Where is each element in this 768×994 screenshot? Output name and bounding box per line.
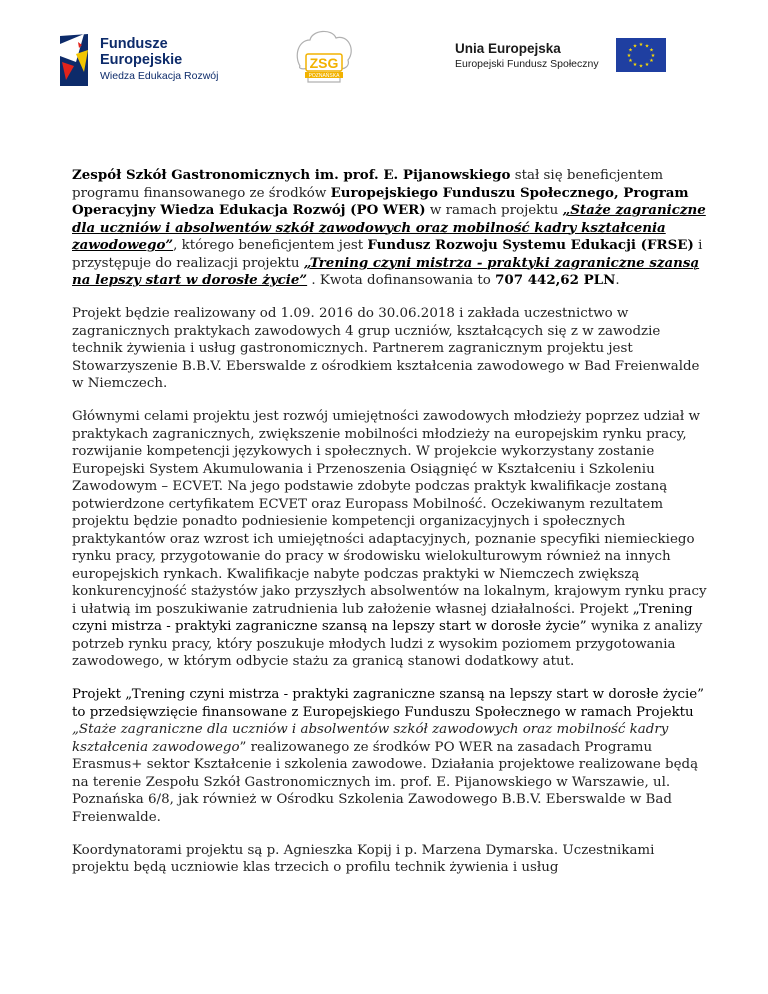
text-span: . Kwota dofinansowania to (307, 273, 496, 288)
paragraph-goals (72, 408, 712, 671)
project-title-italic: „Staże zagraniczne dla uczniów i absolwentów szkół zawodowych oraz mobilność kadry kształcenia zawodowego (72, 722, 669, 755)
text-span: Projekt „Trening czyni mistrza - praktyki zagraniczne szansą na lepszy start w dorosłe życie” to przedsięwzięcie finansowane z Europejskiego Funduszu Społecznego w ramach Projektu (72, 687, 704, 720)
fundusze-europejskie-logo (58, 30, 248, 94)
ue-logo-line2: Europejski Fundusz Społeczny (455, 58, 599, 70)
funding-amount: 707 442,62 PLN (495, 272, 616, 288)
text-span: w ramach projektu (425, 203, 563, 218)
svg-text:★: ★ (649, 58, 654, 64)
text-span: ” realizowanego ze środków PO WER na zasadach Programu Erasmus+ sektor Kształcenie i szkolenia zawodowe. Działania projektowe realizowane będą na terenie Zespołu Szkół Gastronomicznych im. prof. E. Pijanowskiego w Warszawie, ul. Poznańska 6/8, jak również w Ośrodku Szkolenia Zawodowego B.B.V. Eberswalde w Bad Freienwalde. (72, 739, 699, 825)
svg-text:★: ★ (649, 47, 654, 54)
text-span: , którego beneficjentem jest (173, 238, 368, 253)
project-title-trening: „Trening czyni mistrza - praktyki zagraniczne szansą na lepszy start w dorosłe życie” (72, 254, 700, 288)
program-name: Europejskiego Funduszu Społecznego, Program Operacyjny Wiedza Edukacja Rozwój (PO WER) (72, 184, 689, 218)
fe-logo-line1: Fundusze (100, 36, 168, 52)
svg-text:★: ★ (626, 52, 632, 59)
fundusze-europejskie-emblem-icon (58, 32, 92, 88)
eu-flag-icon (616, 38, 666, 72)
paragraph-coordinators: Koordynatorami projektu są p. Agnieszka Kopij i p. Marzena Dymarska. Uczestnikami projektu będą uczniowie klas trzecich o profilu technik żywienia i usług (72, 842, 655, 875)
fe-logo-line3: Wiedza Edukacja Rozwój (100, 70, 219, 82)
paragraph-schedule: Projekt będzie realizowany od 1.09. 2016 do 30.06.2018 i zakłada uczestnictwo w zagranicznych praktykach zawodowych 4 grup uczniów, kształcących się z w zawodzie technik żywienia i usług gastronomicznych. Partnerem zagranicznym projektu jest Stowarzyszenie B.B.V. Eberswalde z ośrodkiem kształcenia zawodowego w Bad Freienwalde w Niemczech. (72, 306, 700, 391)
text-span: Głównymi celami projektu jest rozwój umiejętności zawodowych młodzieży poprzez udział w praktykach zagranicznych, zwiększenie mobilności młodzieży na europejskim rynku pracy, rozwijanie kompetencji językowych i społecznych. W projekcie wykorzystany zostanie Europejski System Akumulowania i Przenoszenia Osiągnięć w Kształceniu i Szkoleniu Zawodowym – ECVET. Na jego podstawie zdobyte podczas praktyk kwalifikacje zostaną potwierdzone certyfikatem ECVET oraz Europass Mobilność. Oczekiwanym rezultatem projektu będzie ponadto podniesienie kompetencji organizacyjnych i społecznych praktykantów oraz wzrost ich umiejętności adaptacyjnych, poznanie specyfiki niemieckiego rynku pracy, przygotowanie do pracy w środowisku wielokulturowym również na innych europejskich rynkach. Kwalifikacje nabyte podczas praktyki w Niemczech zwiększą konkurencyjność stażystów jako przyszłych absolwentów na lokalnym, krajowym rynku pracy i ułatwią im poszukiwanie zatrudnienia lub założenie własnej działalności. Projekt (72, 409, 707, 617)
svg-text:★: ★ (638, 42, 644, 48)
unia-europejska-label (455, 40, 599, 72)
school-name: Zespół Szkół Gastronomicznych im. prof. E. Pijanowskiego (72, 167, 511, 183)
text-span: stał się beneficjentem programu finansowanego ze środków (72, 168, 664, 201)
text-span: . (615, 273, 620, 288)
svg-text:★: ★ (628, 58, 633, 64)
svg-text:★: ★ (632, 62, 638, 68)
svg-text:★: ★ (632, 43, 638, 50)
svg-text:★: ★ (644, 62, 650, 68)
paragraph-funding (72, 686, 712, 826)
svg-text:★: ★ (644, 43, 650, 50)
zsg-school-logo (292, 26, 356, 88)
ue-logo-line1: Unia Europejska (455, 41, 561, 56)
project-title-quote: „Trening czyni mistrza - praktyki zagraniczne szansą na lepszy start w dorosłe życie” (72, 601, 693, 634)
svg-text:★: ★ (628, 47, 633, 54)
svg-text:★: ★ (638, 63, 644, 70)
zsg-logo-subtext: POZNAŃSKA (308, 73, 340, 79)
document-body (72, 167, 712, 892)
project-title-staze: „Staże zagraniczne dla uczniów i absolwentów szkół zawodowych oraz mobilność kadry kształcenia zawodowego” (72, 202, 706, 253)
logo-header (0, 26, 768, 96)
beneficiary-name: Fundusz Rozwoju Systemu Edukacji (FRSE) (367, 237, 694, 253)
fe-logo-line2: Europejskie (100, 52, 183, 68)
zsg-logo-text: ZSG (309, 55, 339, 71)
svg-text:★: ★ (650, 52, 656, 59)
text-span: wynika z analizy potrzeb rynku pracy, który poszukuje młodych ludzi z wysokim poziomem przygotowania zawodowego, w którym odbycie stażu za granicą stanowi dodatkowy atut. (72, 619, 703, 669)
text-span: i przystępuje do realizacji projektu (72, 238, 703, 271)
paragraph-intro (72, 167, 712, 290)
